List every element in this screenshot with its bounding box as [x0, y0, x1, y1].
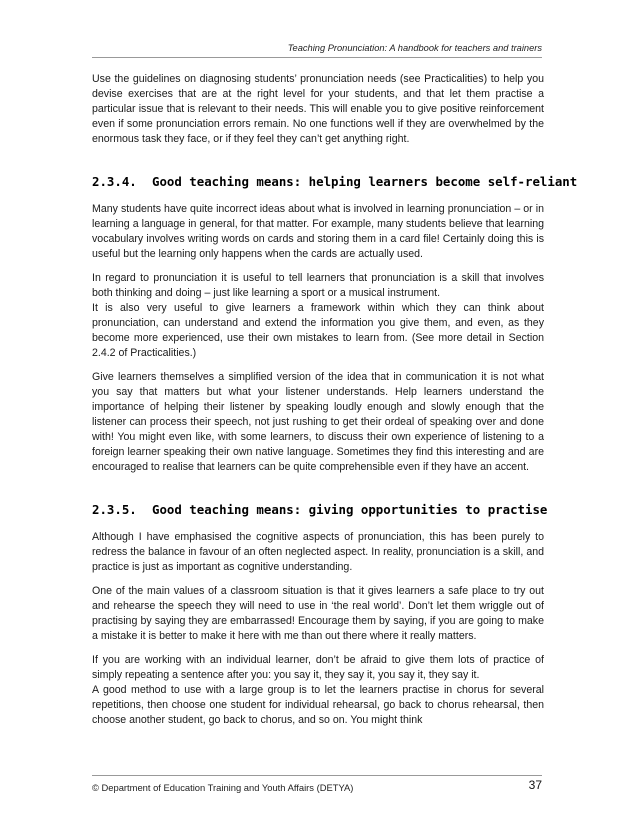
page-number: 37	[528, 778, 542, 792]
footer-copyright: © Department of Education Training and Youth Affairs (DETYA)	[92, 782, 354, 793]
body-paragraph: In regard to pronunciation it is useful to tell learners that pronunciation is a skill that involves both thinking and doing – just like learning a sport or a musical instrument.	[92, 272, 544, 299]
body-paragraph: A good method to use with a large group is to let the learners practise in chorus for several repetitions, then choose one student for individual rehearsal, go back to chorus rehearsal, then choose another student, go back to chorus, and so on. You might think	[92, 684, 544, 726]
running-header: Teaching Pronunciation: A handbook for teachers and trainers	[287, 43, 542, 53]
footer-divider	[92, 775, 542, 776]
body-paragraph: One of the main values of a classroom situation is that it gives learners a safe place to try out and rehearse the speech they will need to use in ‘the real world’. Don’t let them wriggle out of practising by saying they are embarrassed! Encourage them by saying, if you are going to make a mistake it is better to make it here with me than out there where it really matters.	[92, 585, 544, 642]
body-paragraph: If you are working with an individual learner, don’t be afraid to give them lots of practice of simply repeating a sentence after you: you say it, they say it, you say it, they say it.	[92, 654, 544, 681]
body-paragraph: It is also very useful to give learners a framework within which they can think about pronunciation, can understand and extend the information you give them, and even, as they become more experienced, use their own mistakes to learn from. (See more detail in Section 2.4.2 of Practicalities.)	[92, 302, 544, 359]
body-paragraph: Many students have quite incorrect ideas about what is involved in learning pronunciation – or in learning a language in general, for that matter. For example, many students believe that learning vocabulary involves writing words on cards and storing them in a card file! Certainly doing this is useful but the learning only happens when the cards are actually used.	[92, 203, 544, 260]
intro-paragraph: Use the guidelines on diagnosing students’ pronunciation needs (see Practicalities) to help you devise exercises that are at the right level for your students, and that let them practise a particular issue that is relevant to their needs. This will enable you to give positive reinforcement even if some pronunciation errors remain. No one functions well if they are overwhelmed by the enormous task they face, or if they feel they can’t get anything right.	[92, 73, 544, 145]
page-body	[92, 72, 578, 737]
body-paragraph: Give learners themselves a simplified version of the idea that in communication it is not what you say that matters but what your listener understands. Help learners understand the importance of helping their listener by speaking loudly enough and slowly enough that the listener can process their speech, not just rushing to get their ordeal of speaking over and done with! You might even like, with some learners, to discuss their own experience of listening to a foreign learner speaking their own native language. Sometimes they find this interesting and are encouraged to realise that learners can be quite comprehensible even if they have an accent.	[92, 371, 544, 473]
section-heading-2-3-5	[92, 501, 548, 519]
section-number: 2.3.4.	[92, 174, 137, 189]
header-divider	[92, 57, 542, 58]
body-paragraph: Although I have emphasised the cognitive aspects of pronunciation, this has been purely to redress the balance in favour of an often neglected aspect. In reality, pronunciation is a skill, and practice is just as important as cognitive understanding.	[92, 531, 544, 573]
section-title: Good teaching means: helping learners become self-reliant	[152, 174, 578, 189]
section-number: 2.3.5.	[92, 502, 137, 517]
section-title: Good teaching means: giving opportunities to practise	[152, 502, 548, 517]
section-heading-2-3-4	[92, 173, 578, 191]
